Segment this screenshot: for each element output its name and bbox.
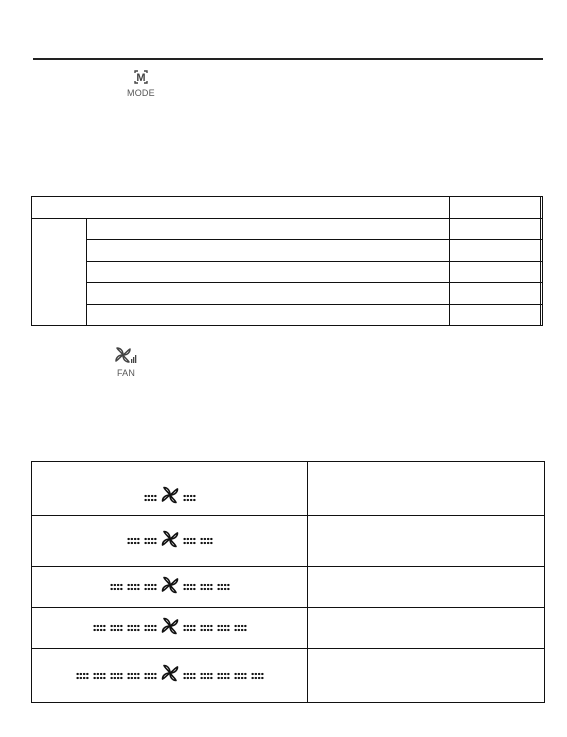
fan-level-cell xyxy=(32,516,308,567)
fan-level-cell xyxy=(32,462,308,516)
fan-icon xyxy=(160,530,180,553)
speed-dot-group xyxy=(144,672,157,680)
fan-description-cell xyxy=(308,567,545,608)
table-cell xyxy=(449,261,540,283)
speed-dot-group xyxy=(183,624,196,632)
speed-dot-group xyxy=(127,583,140,591)
speed-dot-group xyxy=(183,494,196,502)
fan-description-cell xyxy=(308,649,545,703)
speed-dot-group xyxy=(93,624,106,632)
speed-dot-group xyxy=(127,537,140,545)
speed-dot-group xyxy=(251,672,264,680)
speed-dot-group xyxy=(200,672,213,680)
fan-icon xyxy=(160,617,180,640)
speed-dot-group xyxy=(200,583,213,591)
fan-speed-indicator xyxy=(32,664,307,687)
fan-speed-indicator xyxy=(32,576,307,599)
fan-speed-indicator xyxy=(32,617,307,640)
speed-dots-right xyxy=(183,583,230,591)
table-row xyxy=(32,649,545,703)
table-cell xyxy=(449,197,540,219)
table-cell xyxy=(449,283,540,305)
table-row xyxy=(32,240,543,262)
table-cell xyxy=(87,304,450,326)
speed-dots-right xyxy=(183,494,196,502)
speed-dots-left xyxy=(76,672,157,680)
speed-dot-group xyxy=(217,583,230,591)
mode-table xyxy=(31,196,543,326)
fan-speed-indicator xyxy=(32,468,307,509)
mode-caption: MODE xyxy=(127,88,155,98)
table-cell xyxy=(540,261,542,283)
table-row xyxy=(32,516,545,567)
speed-dots-left xyxy=(127,537,157,545)
speed-dot-group xyxy=(183,672,196,680)
speed-dot-group xyxy=(110,624,123,632)
speed-dots-right xyxy=(183,537,213,545)
table-row xyxy=(32,567,545,608)
speed-dots-left xyxy=(110,583,157,591)
fan-speed-table xyxy=(31,461,545,703)
svg-text:M: M xyxy=(136,72,146,85)
table-row xyxy=(32,608,545,649)
fan-description-cell xyxy=(308,608,545,649)
mode-indicator xyxy=(127,68,155,98)
table-row xyxy=(32,304,543,326)
speed-dot-group xyxy=(110,583,123,591)
speed-dot-group xyxy=(110,672,123,680)
fan-icon xyxy=(160,486,180,509)
fan-description-cell xyxy=(308,516,545,567)
table-cell xyxy=(87,218,450,240)
table-row xyxy=(32,462,545,516)
table-row xyxy=(32,197,543,219)
speed-dot-group xyxy=(144,583,157,591)
table-cell xyxy=(540,304,542,326)
table-cell xyxy=(449,218,540,240)
speed-dot-group xyxy=(93,672,106,680)
mode-icon xyxy=(132,68,150,86)
speed-dot-group xyxy=(183,583,196,591)
speed-dot-group xyxy=(234,672,247,680)
fan-speed-indicator xyxy=(32,530,307,553)
fan-caption: FAN xyxy=(116,368,136,378)
table-cell xyxy=(87,261,450,283)
speed-dots-left xyxy=(144,494,157,502)
fan-level-cell xyxy=(32,649,308,703)
speed-dot-group xyxy=(234,624,247,632)
fan-icon xyxy=(114,346,138,366)
speed-dot-group xyxy=(183,537,196,545)
speed-dot-group xyxy=(144,624,157,632)
fan-indicator xyxy=(114,346,138,378)
table-row xyxy=(32,283,543,305)
fan-icon xyxy=(160,664,180,687)
speed-dot-group xyxy=(200,624,213,632)
table-cell xyxy=(32,218,87,326)
table-cell xyxy=(32,197,450,219)
fan-level-cell xyxy=(32,608,308,649)
table-row xyxy=(32,218,543,240)
table-cell xyxy=(540,218,542,240)
table-cell xyxy=(540,197,542,219)
table-cell xyxy=(87,240,450,262)
fan-description-cell xyxy=(308,462,545,516)
table-cell xyxy=(449,240,540,262)
top-divider xyxy=(33,58,543,60)
speed-dot-group xyxy=(200,537,213,545)
speed-dot-group xyxy=(217,624,230,632)
speed-dot-group xyxy=(144,537,157,545)
table-cell xyxy=(540,283,542,305)
table-cell xyxy=(540,240,542,262)
fan-icon xyxy=(160,576,180,599)
speed-dot-group xyxy=(144,494,157,502)
speed-dot-group xyxy=(127,624,140,632)
table-cell xyxy=(87,283,450,305)
fan-level-cell xyxy=(32,567,308,608)
speed-dot-group xyxy=(217,672,230,680)
table-row xyxy=(32,261,543,283)
table-cell xyxy=(449,304,540,326)
speed-dots-left xyxy=(93,624,157,632)
speed-dot-group xyxy=(76,672,89,680)
speed-dot-group xyxy=(127,672,140,680)
speed-dots-right xyxy=(183,624,247,632)
speed-dots-right xyxy=(183,672,264,680)
